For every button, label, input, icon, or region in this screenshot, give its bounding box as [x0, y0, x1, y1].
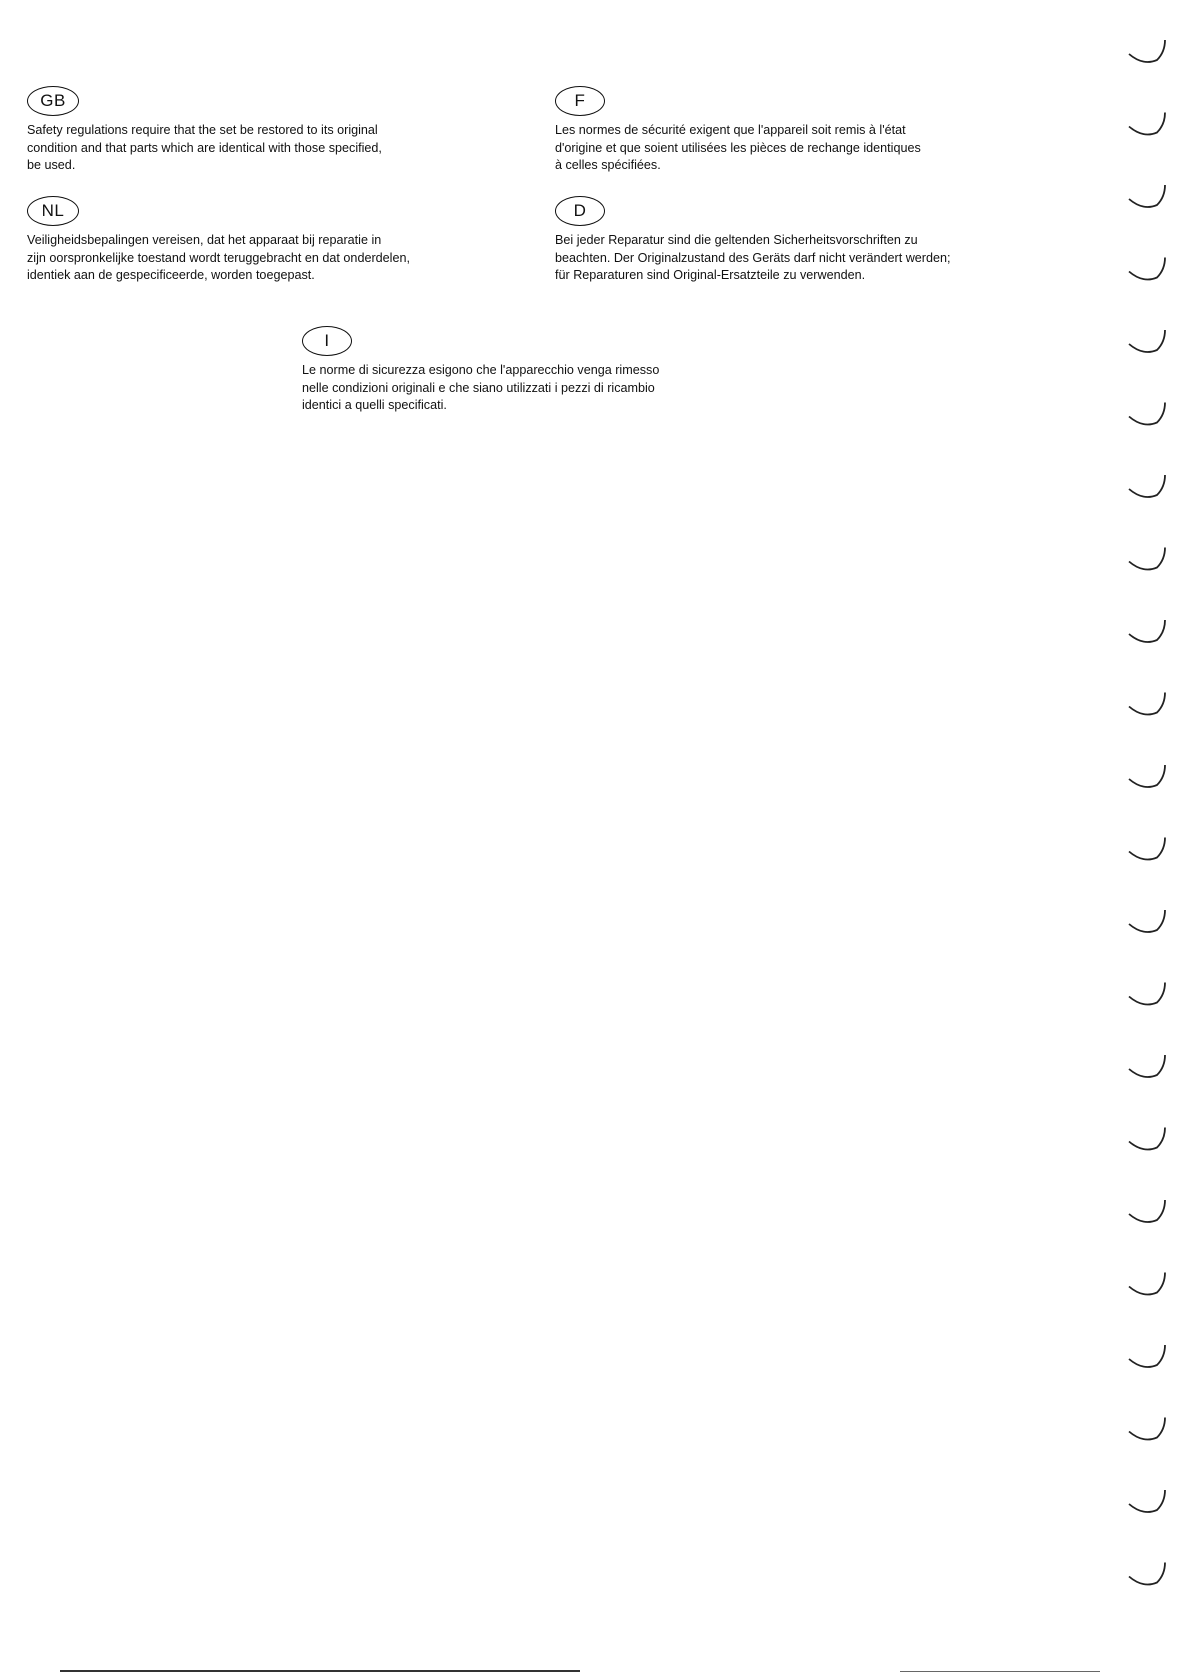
notice-d — [555, 196, 1075, 285]
binder-hole-curve — [1129, 693, 1165, 715]
binder-ring-holes — [1099, 0, 1179, 1680]
binder-hole-curve — [1129, 185, 1165, 207]
binder-hole-curve — [1129, 1418, 1165, 1440]
language-badge-nl: NL — [27, 196, 79, 226]
notice-nl — [27, 196, 547, 285]
notice-text-gb: Safety regulations require that the set be restored to its original condition and that parts which are identical with those specified, be used. — [27, 123, 382, 172]
notice-i — [302, 326, 802, 415]
binder-hole-curve — [1129, 403, 1165, 425]
binder-hole-curve — [1129, 475, 1165, 497]
notice-gb — [27, 86, 527, 175]
binder-hole-curve — [1129, 1200, 1165, 1222]
binder-hole-curve — [1129, 1055, 1165, 1077]
binder-hole-curve — [1129, 1273, 1165, 1295]
binder-hole-curve — [1129, 620, 1165, 642]
language-badge-f: F — [555, 86, 605, 116]
notice-text-i: Le norme di sicurezza esigono che l'apparecchio venga rimesso nelle condizioni originali e che siano utilizzati i pezzi di ricambio identici a quelli specificati. — [302, 363, 660, 412]
binder-hole-curve — [1129, 1345, 1165, 1367]
binder-hole-curve — [1129, 765, 1165, 787]
notice-text-f: Les normes de sécurité exigent que l'appareil soit remis à l'état d'origine et que soient utilisées les pièces de rechange identiques à celles spécifiées. — [555, 123, 921, 172]
notice-f — [555, 86, 1055, 175]
page-bottom-rule-right — [900, 1671, 1100, 1672]
page-bottom-rule — [60, 1670, 580, 1672]
binder-hole-curve — [1129, 330, 1165, 352]
binder-hole-curve — [1129, 258, 1165, 280]
binder-hole-curve — [1129, 548, 1165, 570]
binder-hole-curve — [1129, 983, 1165, 1005]
binder-hole-curve — [1129, 1128, 1165, 1150]
notice-text-nl: Veiligheidsbepalingen vereisen, dat het apparaat bij reparatie in zijn oorspronkelijke toestand wordt teruggebracht en dat onderdelen, identiek aan de gespecificeerde, worden toegepast. — [27, 233, 410, 282]
binder-hole-curve — [1129, 40, 1165, 62]
binder-hole-curve — [1129, 1490, 1165, 1512]
binder-hole-curve — [1129, 838, 1165, 860]
language-badge-i: I — [302, 326, 352, 356]
binder-hole-curve — [1129, 910, 1165, 932]
notice-text-d: Bei jeder Reparatur sind die geltenden Sicherheitsvorschriften zu beachten. Der Originalzustand des Geräts darf nicht verändert werden; für Reparaturen sind Original-Ersatzteile zu verwenden. — [555, 233, 951, 282]
binder-hole-curve — [1129, 1563, 1165, 1585]
language-badge-gb: GB — [27, 86, 79, 116]
language-badge-d: D — [555, 196, 605, 226]
binder-hole-curve — [1129, 113, 1165, 135]
